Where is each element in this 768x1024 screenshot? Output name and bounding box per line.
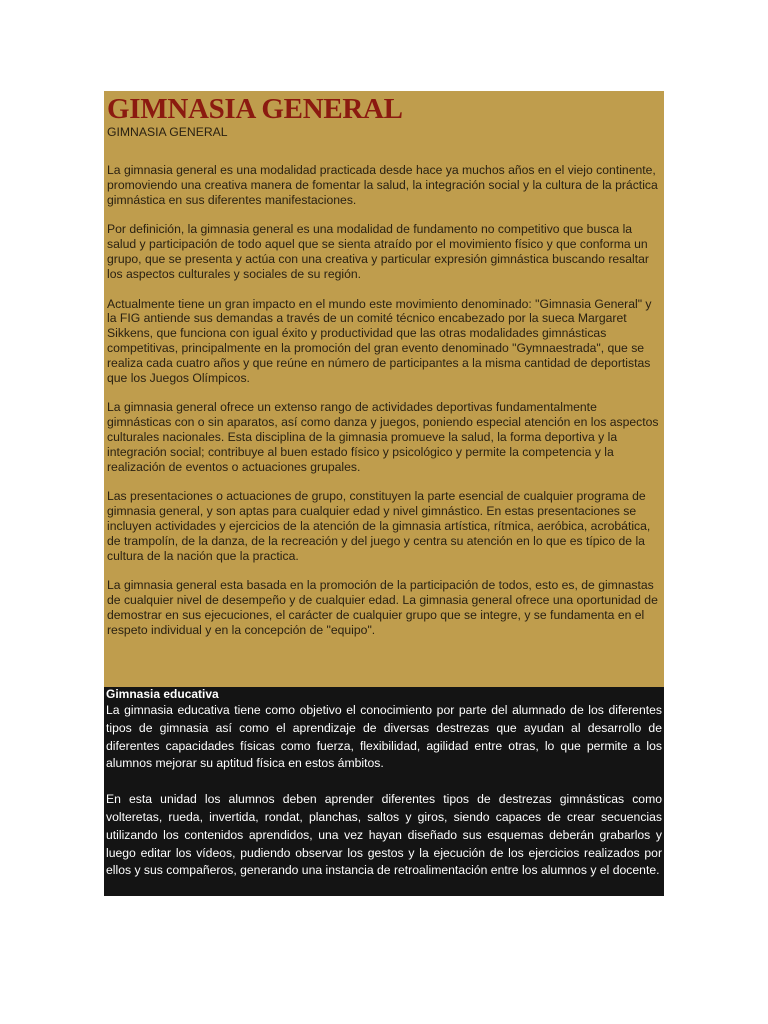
general-body	[107, 163, 661, 638]
general-paragraph: La gimnasia general ofrece un extenso rango de actividades deportivas fundamentalmente gimnásticas con o sin aparatos, así como danza y juegos, poniendo especial atención en los aspectos culturales nacionales. Esta disciplina de la gimnasia promueve la salud, la forma deportiva y la integración social; contribuye al buen estado físico y psicológico y permite la competencia y la realización de eventos o actuaciones grupales.	[107, 400, 659, 474]
general-section	[104, 91, 664, 687]
general-paragraph: La gimnasia general esta basada en la promoción de la participación de todos, esto es, de gimnastas de cualquier nivel de desempeño y de cualquier edad. La gimnasia general ofrece una oportunidad de demostrar en sus ejecuciones, el carácter de cualquier grupo que se integre, y se fundamenta en el respeto individual y en la concepción de "equipo".	[107, 578, 658, 637]
general-paragraph: Actualmente tiene un gran impacto en el mundo este movimiento denominado: "Gimnasia General" y la FIG antiende sus demandas a través de un comité técnico encabezado por la sueca Margaret Sikkens, que funciona con igual éxito y productividad que las otras modalidades gimnásticas competitivas, principalmente en la promoción del gran evento denominado "Gymnaestrada", que se realiza cada cuatro años y que reúne en número de participantes a la misma cantidad de deportistas que los Juegos Olímpicos.	[107, 296, 652, 385]
general-paragraph: Por definición, la gimnasia general es una modalidad de fundamento no competitivo que busca la salud y participación de todo aquel que se sienta atraído por el movimiento físico y que conforma un grupo, que se presenta y actúa con una creativa y particular expresión gimnástica buscando resaltar los aspectos culturales y sociales de su región.	[107, 222, 649, 281]
educational-paragraph: En esta unidad los alumnos deben aprender diferentes tipos de destrezas gimnásticas como volteretas, rueda, invertida, rondat, planchas, saltos y giros, siendo capaces de crear secuencias utilizando los contenidos aprendidos, una vez hayan diseñado sus esquemas deberán grabarlos y luego editar los vídeos, pudiendo observar los gestos y la ejecución de los ejercicios realizados por ellos y sus compañeros, generando una instancia de retroalimentación entre los alumnos y el docente.	[106, 792, 662, 878]
educational-paragraph: La gimnasia educativa tiene como objetivo el conocimiento por parte del alumnado de los diferentes tipos de gimnasia así como el aprendizaje de diversas destrezas que ayudan al desarrollo de diferentes capacidades físicas como fuerza, flexibilidad, agilidad entre otras, lo que permite a los alumnos mejorar su aptitud física en estos ámbitos.	[106, 703, 662, 771]
section-heading: Gimnasia educativa	[106, 687, 219, 701]
general-paragraph: Las presentaciones o actuaciones de grupo, constituyen la parte esencial de cualquier programa de gimnasia general, y son aptas para cualquier edad y nivel gimnástico. En estas presentaciones se incluyen actividades y ejercicios de la atención de la gimnasia artística, rítmica, aeróbica, acrobática, de trampolín, de la danza, de la recreación y del juego y centra su atención en lo que es típico de la cultura de la nación que la practica.	[107, 489, 651, 563]
educational-section	[104, 687, 664, 896]
page-title: GIMNASIA GENERAL	[107, 93, 403, 125]
general-paragraph: La gimnasia general es una modalidad practicada desde hace ya muchos años en el viejo continente, promoviendo una creativa manera de fomentar la salud, la integración social y la cultura de la práctica gimnástica en sus diferentes manifestaciones.	[107, 163, 658, 207]
page-subtitle: GIMNASIA GENERAL	[107, 125, 228, 139]
